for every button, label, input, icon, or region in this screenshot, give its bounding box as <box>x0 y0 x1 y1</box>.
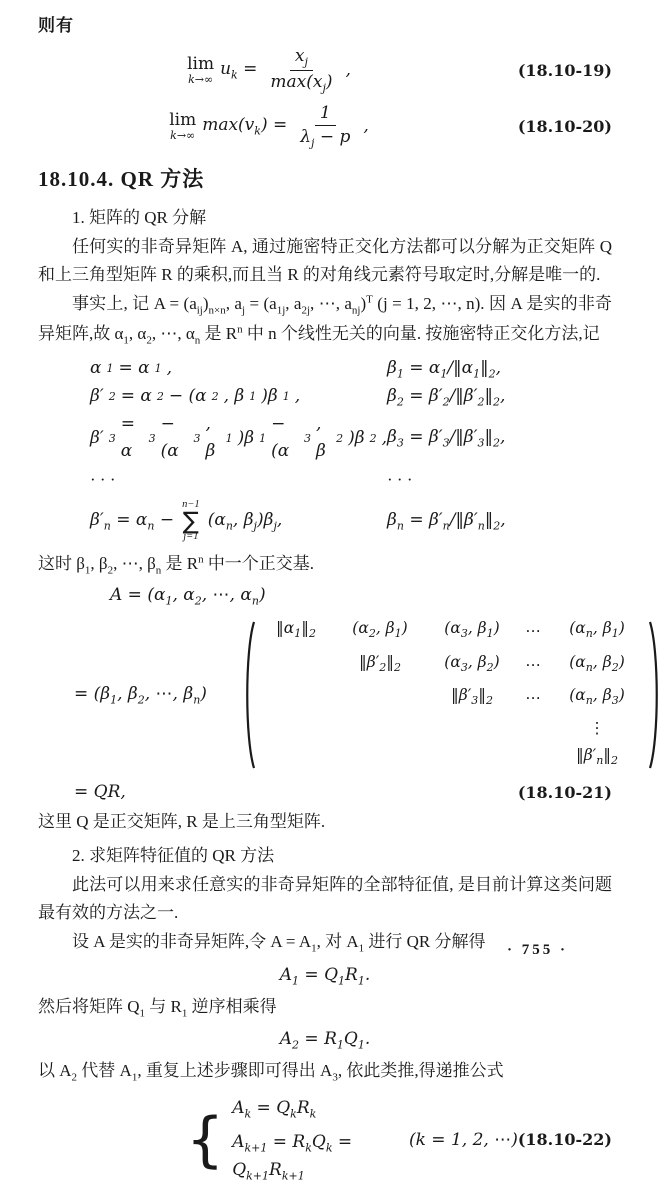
matrix-cell: ⋮ <box>589 718 605 737</box>
gs-left-ellipsis: · · · <box>90 470 116 490</box>
gs-right-formula: $\beta_2$ = $\beta'_2/‖\beta'_2‖_2$, <box>387 385 506 409</box>
recurrence-line-1: $A_k = Q_kR_k$ <box>232 1098 317 1121</box>
qr-result-row <box>74 779 612 807</box>
recurrence-system <box>186 1095 612 1185</box>
lead-text: 则有 <box>38 16 74 35</box>
matrix-cell <box>426 746 518 770</box>
limit-subscript: k→∞ <box>170 128 196 142</box>
matrix-cell: ($\alpha_n$, $\beta_1$) <box>569 619 625 641</box>
matrix-cell <box>426 716 518 740</box>
system-brace: { <box>186 1104 225 1175</box>
paragraph-iterate: 以 $A_2$ 代替 $A_1$, 重复上述步骤即可得出 $A_3$, 依此类推,得递推公式 <box>38 1061 504 1084</box>
equation-tail: , <box>345 59 351 80</box>
q-factor-line: = ($\beta_1$, $\beta_2$, ⋯, $\beta_n$) <box>74 683 207 706</box>
equation-label: (18.10-22) <box>517 1130 612 1150</box>
gs-left-formula: α 1 = α 1 , <box>90 357 173 378</box>
equation-lhs: $u_k$ = <box>220 59 258 82</box>
matrix-cell: ⋯ <box>525 688 541 707</box>
matrix-cell: ⋯ <box>525 622 541 641</box>
sigma-symbol: ∑ <box>182 506 199 535</box>
summation-upper-bound: n−1 <box>182 498 200 510</box>
gram-schmidt-row <box>38 355 612 383</box>
paragraph-decomposition-intro: 任何实的非奇异矩阵 A, 通过施密特正交化方法都可以分解为正交矩阵 Q 和上三角型矩阵 R 的乘积,而且当 R 的对角线元素符号取定时,分解是唯一的. <box>38 237 612 284</box>
limit-word: lim <box>187 53 215 74</box>
section-heading: 18.10.4. QR 方法 <box>38 166 205 191</box>
equation-label: (18.10-19) <box>517 60 612 80</box>
limit-operator <box>187 53 215 86</box>
matrix-cell: $‖\beta'_n‖_2$ <box>575 745 619 767</box>
fraction <box>295 103 355 150</box>
equation-body <box>38 103 500 150</box>
summation-lower-bound: j=1 <box>183 531 199 543</box>
matrix-cell: ($\alpha_n$, $\beta_2$) <box>569 652 625 674</box>
upper-triangular-matrix <box>256 612 648 776</box>
decomposition-line-a: $A = (\alpha_1$, $\alpha_2$, ⋯, $\alpha_n$) <box>110 585 266 608</box>
matrix-cell <box>518 716 548 740</box>
orthogonal-basis-line: 这时 $\beta_1$, $\beta_2$, ⋯, $\beta_n$ 是 $R^n$ 中一个正交基. <box>38 553 315 577</box>
sum-row-head: $\beta'_n = \alpha_n$ − <box>90 509 175 533</box>
gs-right-ellipsis: · · · <box>387 470 413 490</box>
recurrence-lines <box>232 1095 389 1185</box>
gs-right-formula: $\beta_n$ = $\beta'_n/‖\beta'_n‖_2$, <box>387 509 506 533</box>
fraction-numerator: $x_j$ <box>290 46 313 71</box>
gram-schmidt-sum-row <box>38 494 612 548</box>
qr-result: = QR, <box>74 781 126 802</box>
matrix-cell <box>258 686 334 710</box>
gs-left-formula: β′ 3 = α 3 − (α 3 , β 1 )β 1 − (α 3 , β 2 )β 2 , <box>90 413 388 462</box>
matrix-cell: ⋯ <box>525 655 541 674</box>
equation-body <box>38 46 500 95</box>
gs-left-formula: β′ 2 = α 2 − (α 2 , β 1 )β 1 , <box>90 386 301 407</box>
matrix-cell <box>518 746 548 770</box>
subheading-qr-decomposition: 1. 矩阵的 QR 分解 <box>72 207 207 227</box>
matrix-cell <box>334 686 426 710</box>
fraction <box>265 46 337 95</box>
equation-18-10-19 <box>38 46 612 96</box>
summation-operator <box>182 500 200 543</box>
matrix-cell <box>334 746 426 770</box>
gram-schmidt-ellipsis-row <box>38 466 612 494</box>
matrix-equation <box>74 612 625 776</box>
sum-row-tail: ($\alpha_n$, $\beta_j)\beta_j$, <box>207 509 283 533</box>
recurrence-condition: (k = 1, 2, ⋯) <box>408 1129 518 1150</box>
matrix-cell: $‖\beta'_3‖_2$ <box>451 685 493 707</box>
paragraph-let-a: 设 A 是实的非奇异矩阵,令 $A = A_1$, 对 $A_1$ 进行 QR 分解得 <box>72 932 486 955</box>
equation-18-10-20 <box>38 102 612 152</box>
gs-right-formula: $\beta_3$ = $\beta'_3/‖\beta'_3‖_2$, <box>387 427 506 450</box>
matrix-cell <box>334 716 426 740</box>
limit-operator <box>169 109 197 142</box>
equation-label: (18.10-21) <box>517 782 612 802</box>
equation-a2: $A_2 = R_1Q_1$. <box>279 1029 371 1052</box>
conclusion-line: 这里 Q 是正交矩阵, R 是上三角型矩阵. <box>38 812 326 832</box>
matrix-cell <box>258 746 334 770</box>
gram-schmidt-row <box>38 383 612 411</box>
recurrence-line-2: $A_{k+1} = R_kQ_k = Q_{k+1}R_{k+1}$ <box>232 1131 353 1183</box>
gram-schmidt-block <box>38 355 612 548</box>
paragraph-method-description: 此法可以用来求任意实的非奇异矩阵的全部特征值, 是目前计算这类问题最有效的方法之一. <box>38 875 612 922</box>
fraction-numerator: 1 <box>315 103 336 126</box>
subheading-eigenvalue-qr: 2. 求矩阵特征值的 QR 方法 <box>72 845 275 865</box>
equation-label: (18.10-20) <box>517 116 612 136</box>
matrix-cell: $‖\alpha_1‖_2$ <box>276 619 316 641</box>
gs-right-formula: $\beta_1$ = $\alpha_1/‖\alpha_1‖_2$, <box>387 357 501 380</box>
gs-left-formula <box>38 500 387 543</box>
matrix-cell <box>258 716 334 740</box>
paragraph-setup: 事实上, 记 $A = (a_{ij})_{n\times n}$, $a_j = (a_{1j}$, $a_{2j}$, ⋯, $a_{nj})^T$ (j = 1, 2, ⋯, n). 因 A 是实的非奇异矩阵,故 $\alpha_1$, $\alpha_2$, ⋯, $\alpha_n$ 是 $R^n$ 中 n 个线性无关的向量. 按施密特正交化方法,记 <box>38 293 612 347</box>
matrix-cell: ($\alpha_2$, $\beta_1$) <box>352 619 408 641</box>
matrix-cell: ($\alpha_3$, $\beta_2$) <box>444 652 500 674</box>
fraction-denominator: $\max(x_j)$ <box>270 72 333 95</box>
matrix-cell: ($\alpha_n$, $\beta_3$) <box>569 685 625 707</box>
matrix-cell: $‖\beta'_2‖_2$ <box>359 652 401 674</box>
equation-a1: $A_1 = Q_1R_1$. <box>279 964 371 988</box>
gram-schmidt-row <box>38 411 612 466</box>
limit-word: lim <box>169 109 197 130</box>
equation-tail: , <box>363 115 369 136</box>
matrix-paren-right-icon <box>648 619 662 771</box>
page-number: · 755 · <box>506 941 568 958</box>
fraction-denominator: $\lambda_j - p$ <box>300 127 351 150</box>
equation-lhs: $\max(v_k)$ = <box>202 115 288 138</box>
limit-subscript: k→∞ <box>188 72 214 86</box>
paragraph-reverse-multiply: 然后将矩阵 $Q_1$ 与 $R_1$ 逆序相乘得 <box>38 996 277 1020</box>
matrix-cell <box>258 653 334 677</box>
matrix-cell: ($\alpha_3$, $\beta_1$) <box>444 619 500 641</box>
matrix-paren-left-icon <box>242 619 256 771</box>
